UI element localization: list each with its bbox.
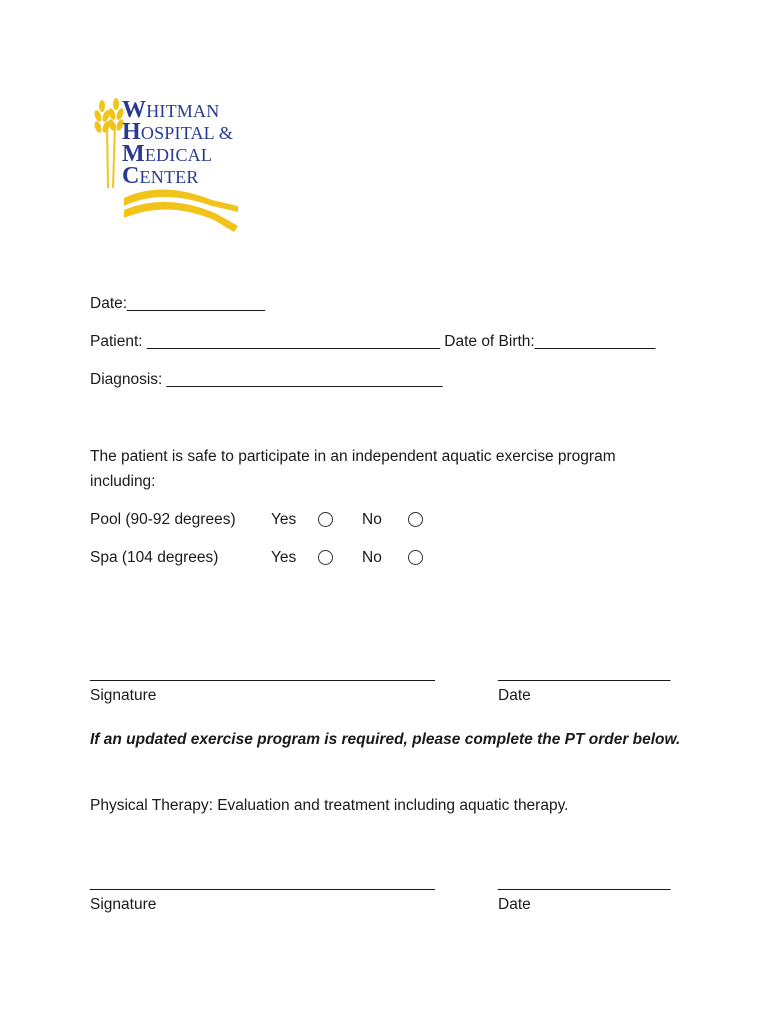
date-label-2: Date (498, 896, 531, 913)
pool-option-label: Pool (90-92 degrees) (90, 511, 236, 528)
date-field[interactable]: Date:________________ (90, 295, 265, 312)
logo-wordmark: WHITMAN HOSPITAL & MEDICAL CENTER (122, 97, 234, 189)
pt-order-notice: If an updated exercise program is required, please complete the PT order below. (90, 731, 681, 748)
date-line-1[interactable]: ____________________ (498, 665, 671, 682)
date-line-2[interactable]: ____________________ (498, 874, 671, 891)
date-label-1: Date (498, 687, 531, 704)
pool-no-radio[interactable] (408, 512, 423, 527)
spa-no-radio[interactable] (408, 550, 423, 565)
wave-icon (122, 186, 242, 236)
pt-order-text: Physical Therapy: Evaluation and treatment including aquatic therapy. (90, 797, 569, 814)
spa-yes-radio[interactable] (318, 550, 333, 565)
spa-yes-label: Yes (271, 549, 297, 566)
spa-no-label: No (362, 549, 382, 566)
spa-option-label: Spa (104 degrees) (90, 549, 219, 566)
hospital-logo (92, 94, 252, 236)
pool-no-label: No (362, 511, 382, 528)
signature-line-2[interactable]: ________________________________________ (90, 874, 435, 891)
pool-yes-label: Yes (271, 511, 297, 528)
signature-line-1[interactable]: ________________________________________ (90, 665, 435, 682)
signature-label-2: Signature (90, 896, 157, 913)
signature-label-1: Signature (90, 687, 157, 704)
statement-line-2: including: (90, 473, 156, 490)
diagnosis-field[interactable]: Diagnosis: ________________________________ (90, 371, 443, 388)
pool-yes-radio[interactable] (318, 512, 333, 527)
statement-line-1: The patient is safe to participate in an independent aquatic exercise program (90, 448, 616, 465)
patient-dob-field[interactable]: Patient: __________________________________ Date of Birth:______________ (90, 333, 656, 350)
